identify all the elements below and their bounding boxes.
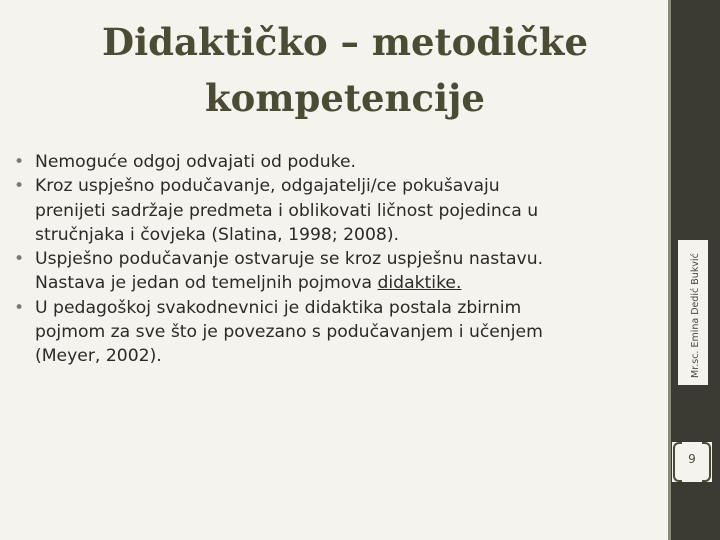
sidebar-edge (668, 0, 671, 540)
bullet-dot: • (14, 249, 25, 270)
title-line-2: kompetencije (205, 76, 485, 120)
bullet-item-1 (14, 150, 634, 174)
bullet-2-line-1: Kroz uspješno podučavanje, odgajatelji/ce pokušavaju (35, 176, 500, 197)
title-line-1: Didaktičko – metodičke (102, 20, 588, 64)
bullet-3-line-1: Uspješno podučavanje ostvaruje se kroz uspješnu nastavu. (35, 249, 544, 270)
bullet-2-line-3: stručnjaka i čovjeka (Slatina, 1998; 2008). (35, 224, 400, 245)
bullet-4-line-3: (Meyer, 2002). (35, 346, 162, 367)
bullet-dot: • (14, 176, 25, 197)
page-number-box (672, 442, 712, 482)
bullet-1-line-1: Nemoguće odgoj odvajati od poduke. (35, 152, 356, 172)
bullet-item-2 (14, 174, 634, 247)
bullet-item-4 (14, 296, 634, 369)
bullet-list (14, 150, 634, 369)
bullet-2-line-2: prenijeti sadržaje predmeta i oblikovati ličnost pojedinca u (35, 200, 539, 221)
bullet-dot: • (14, 297, 25, 318)
bullet-item-3 (14, 247, 634, 296)
bullet-dot: • (14, 152, 25, 172)
bullet-3-line-2: Nastava je jedan od temeljnih pojmova (35, 273, 378, 294)
bullet-4-line-2: pojmom za sve što je povezano s podučavanjem i učenjem (35, 322, 543, 343)
slide-title (60, 14, 630, 126)
bullet-4-line-1: U pedagoškoj svakodnevnici je didaktika postala zbirnim (35, 297, 522, 318)
page-number: 9 (688, 452, 696, 466)
didaktike-link[interactable]: didaktike. (377, 273, 462, 294)
